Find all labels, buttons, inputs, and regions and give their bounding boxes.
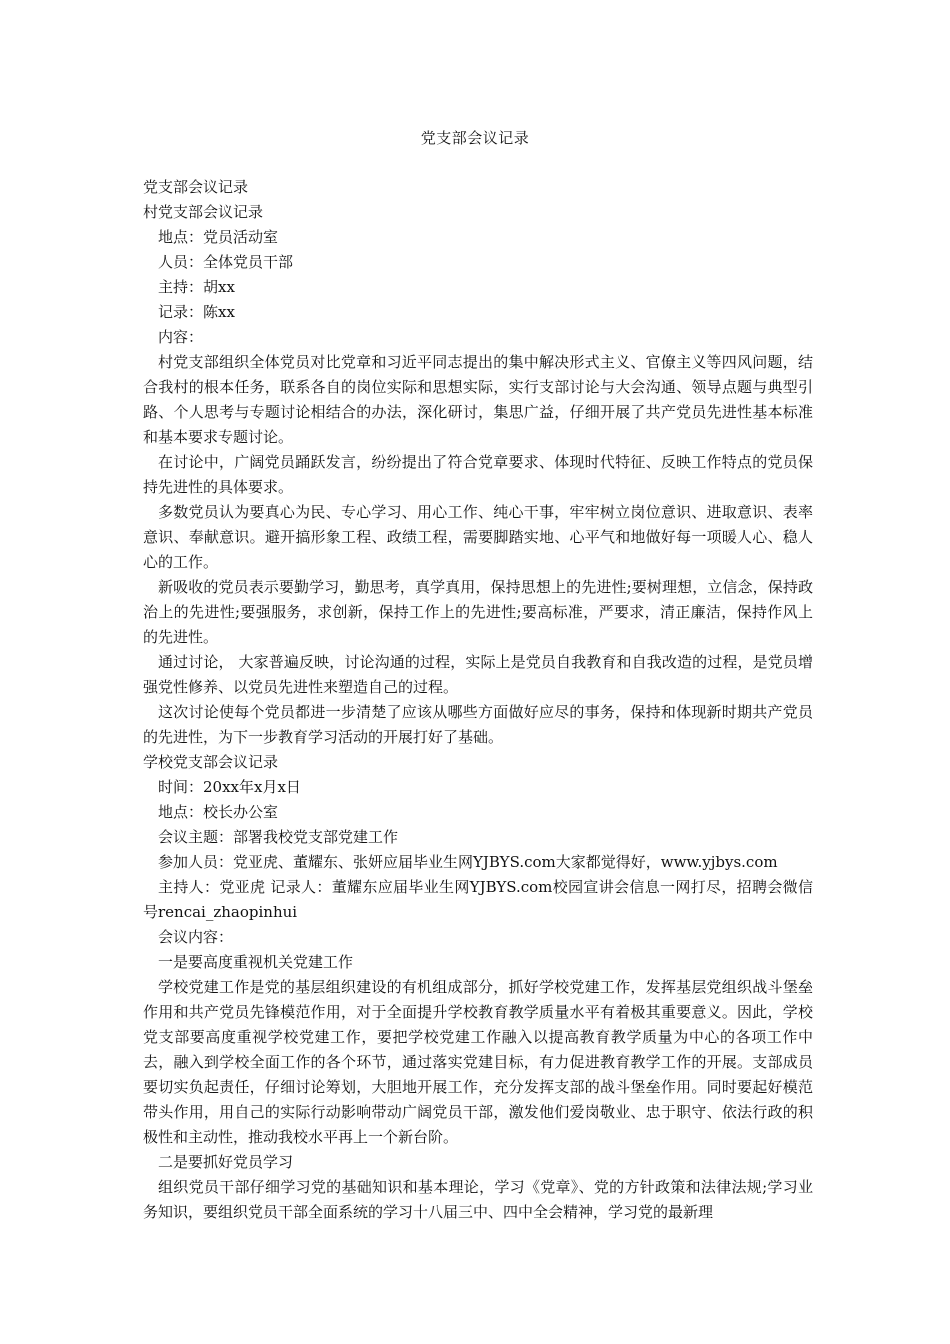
document-body	[143, 175, 813, 1225]
document-line: 会议内容：	[158, 928, 234, 946]
document-line: 通过讨论， 大家普遍反映，讨论沟通的过程，实际上是党员自我教育和自我改造的过程，是党员增强党性修养、以党员先进性来塑造自己的过程。	[143, 653, 813, 696]
document-line: 多数党员认为要真心为民、专心学习、用心工作、纯心干事，牢牢树立岗位意识、进取意识、表率意识、奉献意识。避开搞形象工程、政绩工程，需要脚踏实地、心平气和地做好每一项暖人心、稳人心的工作。	[143, 503, 813, 571]
document-line: 学校党建工作是党的基层组织建设的有机组成部分，抓好学校党建工作，发挥基层党组织战斗堡垒作用和共产党员先锋模范作用，对于全面提升学校教育教学质量水平有着极其重要意义。因此，学校党支部要高度重视学校党建工作，要把学校党建工作融入以提高教育教学质量为中心的各项工作中去，融入到学校全面工作的各个环节，通过落实党建目标，有力促进教育教学工作的开展。支部成员要切实负起责任，仔细讨论筹划，大胆地开展工作，充分发挥支部的战斗堡垒作用。同时要起好模范带头作用，用自己的实际行动影响带动广阔党员干部，激发他们爱岗敬业、忠于职守、依法行政的积极性和主动性，推动我校水平再上一个新台阶。	[143, 978, 813, 1146]
document-line: 组织党员干部仔细学习党的基础知识和基本理论，学习《党章》、党的方针政策和法律法规;学习业务知识，要组织党员干部全面系统的学习十八届三中、四中全会精神，学习党的最新理	[143, 1178, 813, 1221]
document-line: 党支部会议记录	[143, 178, 249, 196]
document-line: 人员：全体党员干部	[158, 253, 294, 271]
document-line: 参加人员：党亚虎、董耀东、张妍应届毕业生网YJBYS.com大家都觉得好，www.yjbys.com	[158, 853, 778, 871]
document-line: 村党支部组织全体党员对比党章和习近平同志提出的集中解决形式主义、官僚主义等四风问题，结合我村的根本任务，联系各自的岗位实际和思想实际，实行支部讨论与大会沟通、领导点题与典型引路、个人思考与专题讨论相结合的办法，深化研讨，集思广益，仔细开展了共产党员先进性基本标准和基本要求专题讨论。	[143, 353, 813, 446]
document-line: 主持：胡xx	[158, 278, 235, 296]
document-line: 内容：	[158, 328, 204, 346]
document-line: 主持人：党亚虎 记录人：董耀东应届毕业生网YJBYS.com校园宣讲会信息一网打尽，招聘会微信号rencai_zhaopinhui	[143, 878, 813, 921]
document-line: 新吸收的党员表示要勤学习，勤思考，真学真用，保持思想上的先进性;要树理想，立信念，保持政治上的先进性;要强服务，求创新，保持工作上的先进性;要高标准，严要求，清正廉洁，保持作风上的先进性。	[143, 578, 813, 646]
document-title: 党支部会议记录	[420, 129, 530, 147]
document-line: 一是要高度重视机关党建工作	[158, 953, 354, 971]
document-line: 地点：校长办公室	[158, 803, 279, 821]
document-line: 会议主题：部署我校党支部党建工作	[158, 828, 399, 846]
document-line: 学校党支部会议记录	[143, 753, 279, 771]
document-line: 二是要抓好党员学习	[158, 1153, 294, 1171]
document-line: 村党支部会议记录	[143, 203, 264, 221]
document-line: 地点：党员活动室	[158, 228, 279, 246]
document-line: 这次讨论使每个党员都进一步清楚了应该从哪些方面做好应尽的事务，保持和体现新时期共产党员的先进性，为下一步教育学习活动的开展打好了基础。	[143, 703, 813, 746]
document-line: 记录：陈xx	[158, 303, 235, 321]
document-line: 在讨论中，广阔党员踊跃发言，纷纷提出了符合党章要求、体现时代特征、反映工作特点的党员保持先进性的具体要求。	[143, 453, 813, 496]
document-line: 时间：20xx年x月x日	[158, 778, 301, 796]
